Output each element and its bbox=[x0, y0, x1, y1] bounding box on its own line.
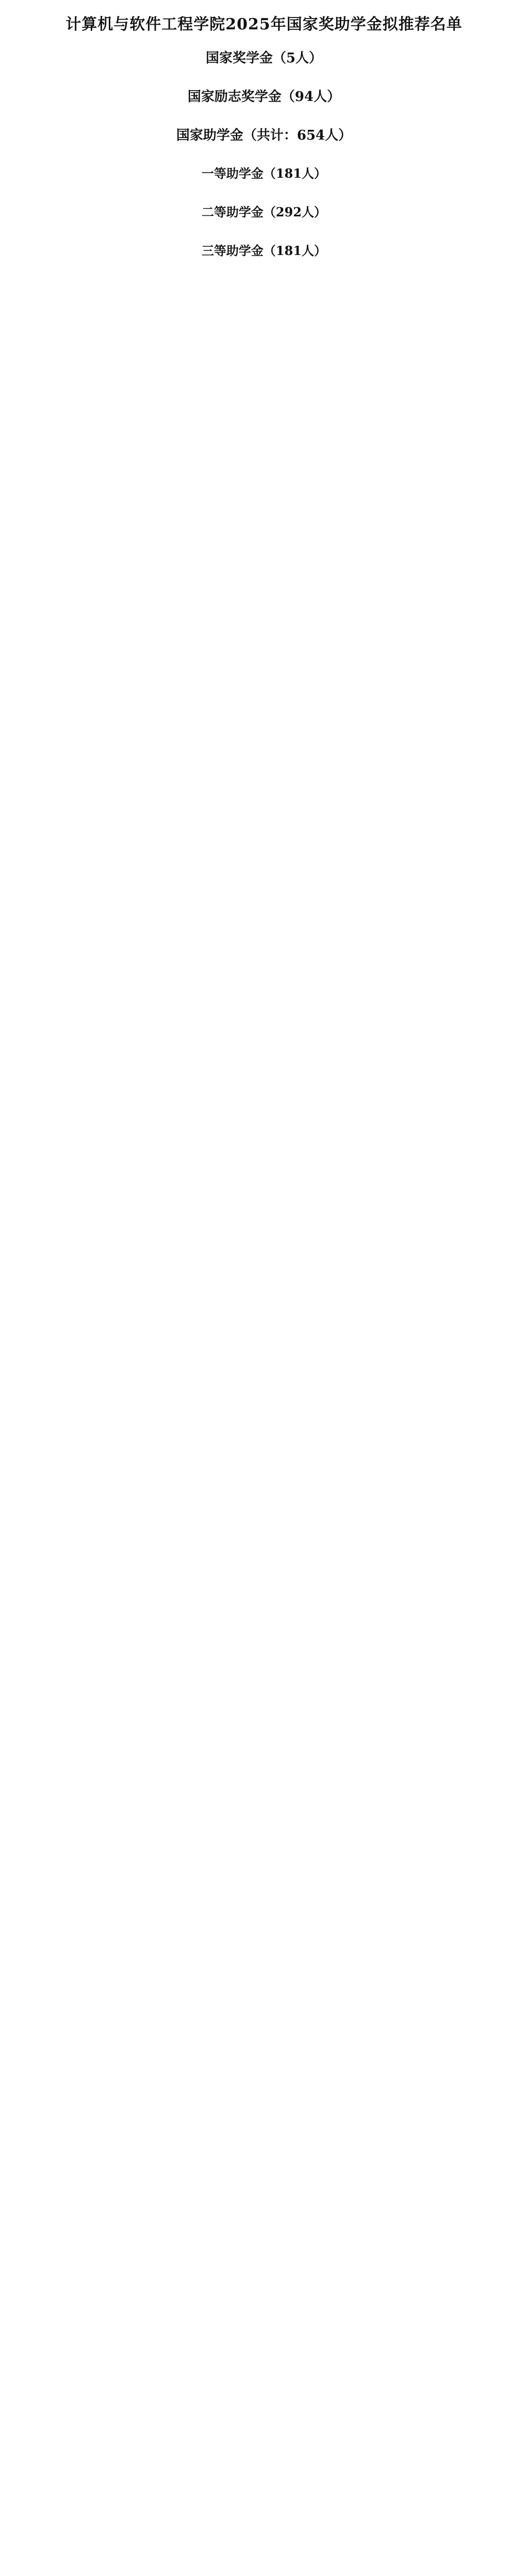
document-title: 计算机与软件工程学院2025年国家奖助学金拟推荐名单 bbox=[65, 15, 463, 33]
document-page bbox=[0, 0, 528, 267]
section-grant-first bbox=[0, 163, 528, 190]
section-national-scholarship bbox=[0, 47, 528, 74]
section-heading: 三等助学金（181人） bbox=[201, 243, 327, 258]
section-heading: 国家助学金（共计：654人） bbox=[176, 128, 352, 143]
section-national-grant bbox=[0, 125, 528, 151]
section-heading: 一等助学金（181人） bbox=[201, 166, 327, 181]
section-heading: 国家励志奖学金（94人） bbox=[187, 89, 341, 105]
section-grant-third bbox=[0, 241, 528, 267]
section-grant-second bbox=[0, 202, 528, 228]
sections-container bbox=[0, 47, 528, 267]
section-heading: 国家奖学金（5人） bbox=[205, 50, 323, 66]
section-heading: 二等助学金（292人） bbox=[201, 205, 327, 219]
section-national-encouragement bbox=[0, 86, 528, 112]
